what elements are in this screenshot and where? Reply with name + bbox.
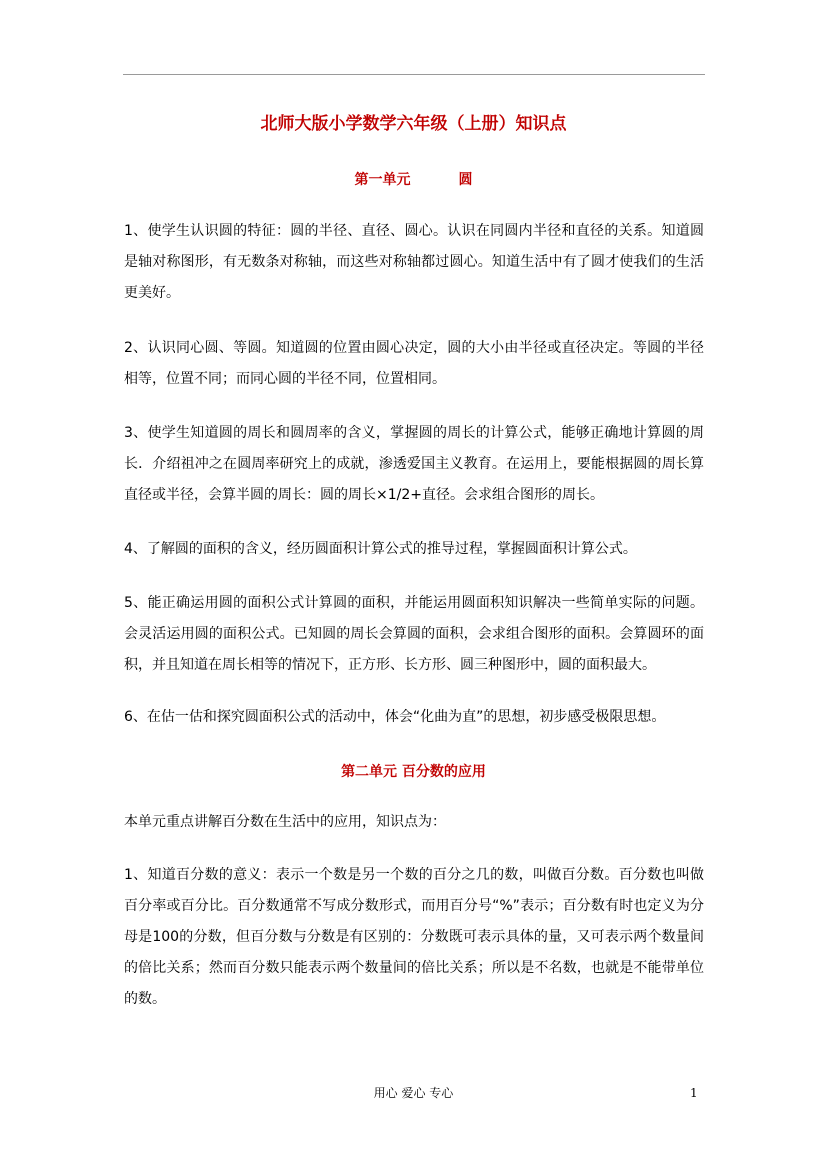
unit1-heading-label: 第一单元 (354, 172, 411, 188)
unit1-paragraph-4: 4、了解圆的面积的含义，经历圆面积计算公式的推导过程，掌握圆面积计算公式。 (124, 541, 637, 557)
page-number: 1 (690, 1086, 698, 1100)
document-title: 北师大版小学数学六年级（上册）知识点 (260, 114, 567, 134)
unit1-paragraph-3: 3、使学生知道圆的周长和圆周率的含义，掌握圆的周长的计算公式，能够正确地计算圆的周长．介绍祖冲之在圆周率研究上的成就，渗透爱国主义教育。在运用上，要能根据圆的周长算直径或半径，会算半圆的周长：圆的周长×1/2+直径。会求组合图形的周长。 (124, 425, 704, 503)
unit1-paragraph-5: 5、能正确运用圆的面积公式计算圆的面积，并能运用圆面积知识解决一些简单实际的问题。会灵活运用圆的面积公式。已知圆的周长会算圆的面积，会求组合图形的面积。会算圆环的面积，并且知道在周长相等的情况下，正方形、长方形、圆三种图形中，圆的面积最大。 (124, 595, 704, 673)
unit2-intro: 本单元重点讲解百分数在生活中的应用，知识点为： (124, 814, 446, 830)
unit1-paragraph-1: 1、使学生认识圆的特征：圆的半径、直径、圆心。认识在同圆内半径和直径的关系。知道圆是轴对称图形，有无数条对称轴，而这些对称轴都过圆心。知道生活中有了圆才使我们的生活更美好。 (124, 223, 704, 301)
unit1-paragraph-6: 6、在估一估和探究圆面积公式的活动中，体会“化曲为直”的思想，初步感受极限思想。 (124, 709, 666, 725)
header-rule (123, 74, 705, 75)
unit2-paragraph-1: 1、知道百分数的意义：表示一个数是另一个数的百分之几的数，叫做百分数。百分数也叫做百分率或百分比。百分数通常不写成分数形式，而用百分号“%”表示；百分数有时也定义为分母是100的分数，但百分数与分数是有区别的：分数既可表示具体的量，又可表示两个数量间的倍比关系；然而百分数只能表示两个数量间的倍比关系；所以是不名数，也就是不能带单位的数。 (124, 867, 704, 1007)
unit1-heading (0, 170, 827, 190)
unit1-heading-topic: 圆 (458, 172, 473, 188)
unit2-heading: 第二单元 百分数的应用 (341, 764, 486, 780)
footer-motto: 用心 爱心 专心 (373, 1086, 454, 1100)
unit1-paragraph-2: 2、认识同心圆、等圆。知道圆的位置由圆心决定，圆的大小由半径或直径决定。等圆的半径相等，位置不同；而同心圆的半径不同，位置相同。 (124, 340, 704, 387)
